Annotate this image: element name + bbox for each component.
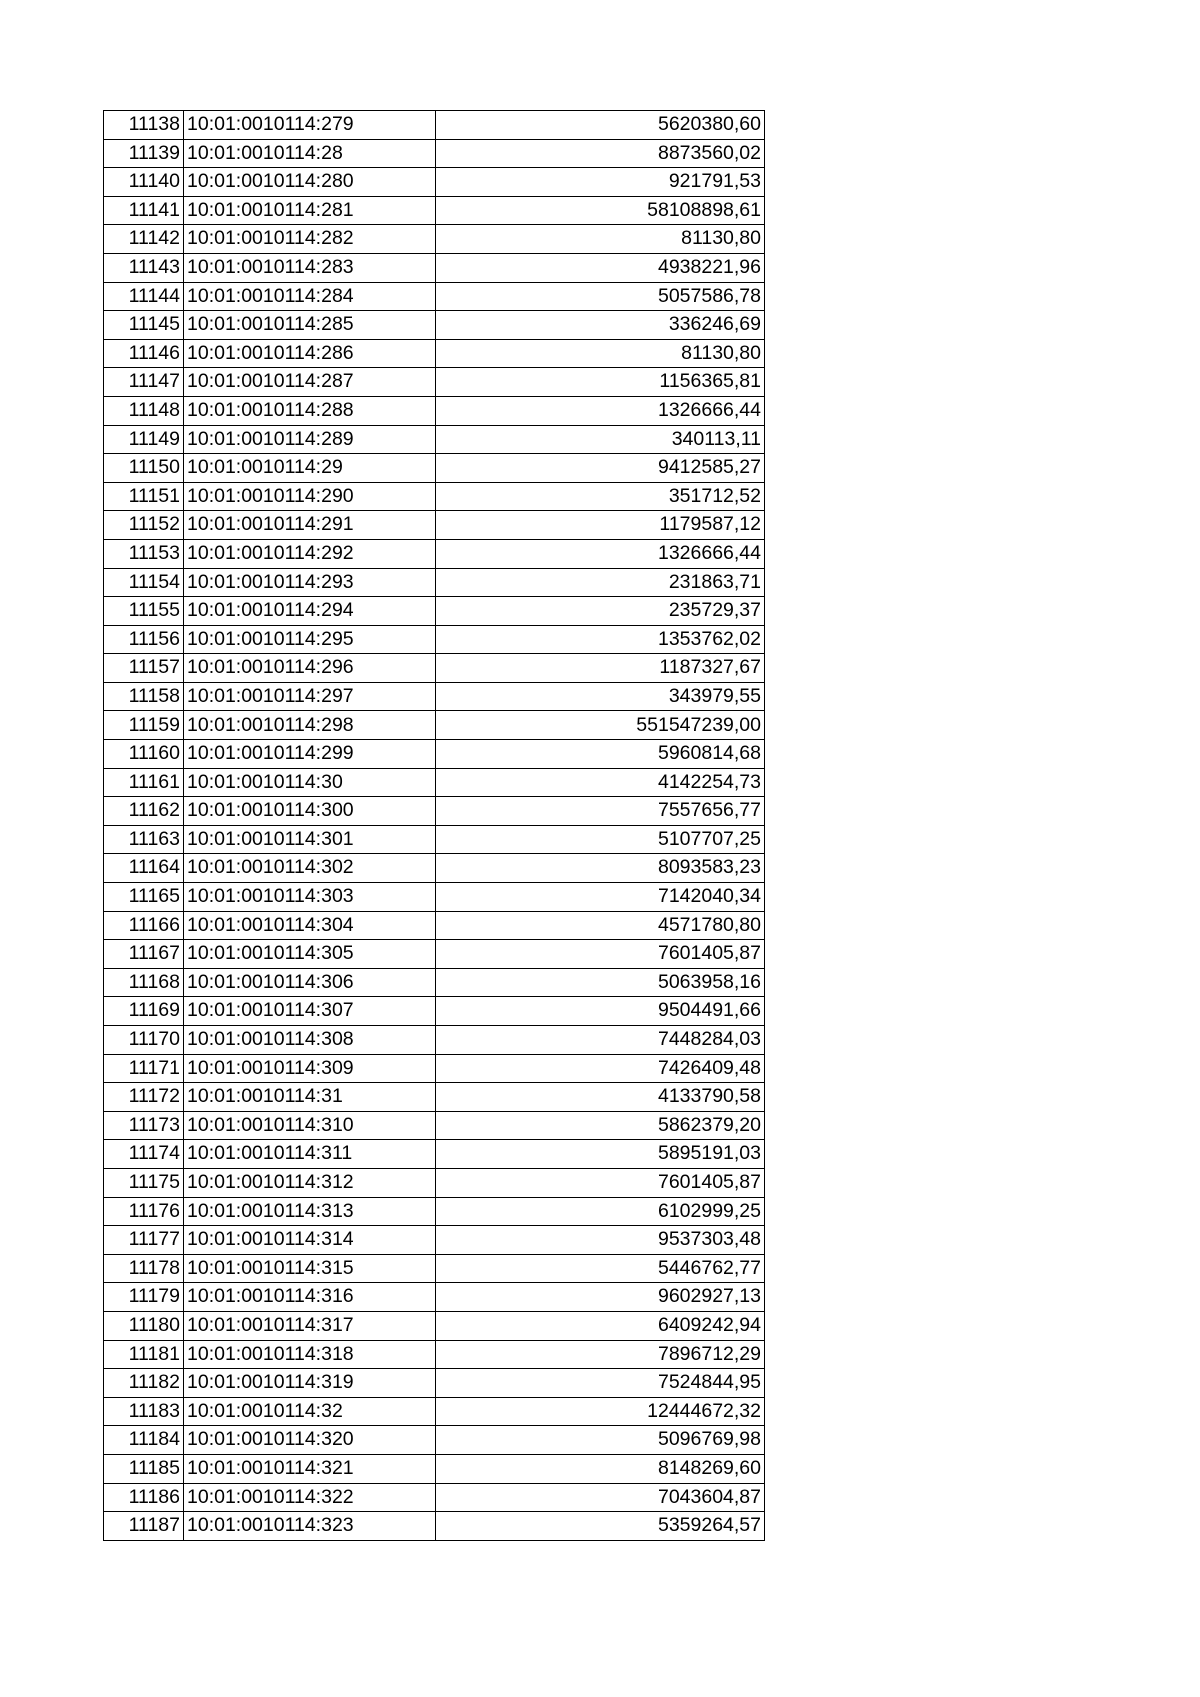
value-cell: 6102999,25 [436,1197,765,1226]
table-row [104,740,765,769]
row-number-cell: 11160 [104,740,184,769]
value-cell: 7142040,34 [436,883,765,912]
value-cell: 8093583,23 [436,854,765,883]
value-cell: 7448284,03 [436,1026,765,1055]
cadastral-number-cell: 10:01:0010114:285 [184,311,436,340]
cadastral-number-cell: 10:01:0010114:30 [184,768,436,797]
row-number-cell: 11155 [104,597,184,626]
row-number-cell: 11186 [104,1483,184,1512]
row-number-cell: 11166 [104,911,184,940]
cadastral-number-cell: 10:01:0010114:299 [184,740,436,769]
cadastral-number-cell: 10:01:0010114:304 [184,911,436,940]
row-number-cell: 11173 [104,1111,184,1140]
row-number-cell: 11175 [104,1168,184,1197]
table-row [104,711,765,740]
table-row [104,425,765,454]
row-number-cell: 11169 [104,997,184,1026]
row-number-cell: 11149 [104,425,184,454]
row-number-cell: 11162 [104,797,184,826]
row-number-cell: 11178 [104,1254,184,1283]
value-cell: 351712,52 [436,482,765,511]
value-cell: 1187327,67 [436,654,765,683]
cadastral-number-cell: 10:01:0010114:318 [184,1340,436,1369]
value-cell: 7426409,48 [436,1054,765,1083]
table-row [104,1369,765,1398]
value-cell: 921791,53 [436,168,765,197]
value-cell: 1353762,02 [436,625,765,654]
table-row [104,196,765,225]
row-number-cell: 11167 [104,940,184,969]
value-cell: 7896712,29 [436,1340,765,1369]
cadastral-number-cell: 10:01:0010114:311 [184,1140,436,1169]
table-row [104,1512,765,1541]
table-row [104,311,765,340]
cadastral-number-cell: 10:01:0010114:307 [184,997,436,1026]
row-number-cell: 11174 [104,1140,184,1169]
row-number-cell: 11171 [104,1054,184,1083]
table-row [104,1197,765,1226]
table-row [104,168,765,197]
value-cell: 7524844,95 [436,1369,765,1398]
cadastral-number-cell: 10:01:0010114:322 [184,1483,436,1512]
table-row [104,1483,765,1512]
table-row [104,1140,765,1169]
cadastral-number-cell: 10:01:0010114:294 [184,597,436,626]
row-number-cell: 11139 [104,139,184,168]
cadastral-number-cell: 10:01:0010114:281 [184,196,436,225]
value-cell: 8873560,02 [436,139,765,168]
value-cell: 9537303,48 [436,1226,765,1255]
row-number-cell: 11150 [104,454,184,483]
value-cell: 5862379,20 [436,1111,765,1140]
table-row [104,940,765,969]
table-row [104,1168,765,1197]
value-cell: 336246,69 [436,311,765,340]
cadastral-number-cell: 10:01:0010114:319 [184,1369,436,1398]
cadastral-number-cell: 10:01:0010114:303 [184,883,436,912]
cadastral-number-cell: 10:01:0010114:29 [184,454,436,483]
value-cell: 1156365,81 [436,368,765,397]
value-cell: 5063958,16 [436,968,765,997]
row-number-cell: 11146 [104,339,184,368]
cadastral-number-cell: 10:01:0010114:305 [184,940,436,969]
table-body [104,111,765,1541]
table-row [104,597,765,626]
table-row [104,511,765,540]
table-row [104,368,765,397]
table-row [104,768,765,797]
table-row [104,339,765,368]
cadastral-number-cell: 10:01:0010114:295 [184,625,436,654]
table-row [104,1226,765,1255]
cadastral-number-cell: 10:01:0010114:289 [184,425,436,454]
row-number-cell: 11161 [104,768,184,797]
value-cell: 340113,11 [436,425,765,454]
value-cell: 231863,71 [436,568,765,597]
row-number-cell: 11185 [104,1454,184,1483]
row-number-cell: 11141 [104,196,184,225]
value-cell: 343979,55 [436,682,765,711]
cadastral-number-cell: 10:01:0010114:290 [184,482,436,511]
cadastral-number-cell: 10:01:0010114:280 [184,168,436,197]
cadastral-number-cell: 10:01:0010114:314 [184,1226,436,1255]
cadastral-number-cell: 10:01:0010114:323 [184,1512,436,1541]
value-cell: 4938221,96 [436,253,765,282]
cadastral-number-cell: 10:01:0010114:292 [184,539,436,568]
value-cell: 81130,80 [436,225,765,254]
row-number-cell: 11176 [104,1197,184,1226]
row-number-cell: 11152 [104,511,184,540]
table-row [104,482,765,511]
cadastral-number-cell: 10:01:0010114:283 [184,253,436,282]
table-row [104,654,765,683]
cadastral-number-cell: 10:01:0010114:309 [184,1054,436,1083]
table-row [104,396,765,425]
table-row [104,111,765,140]
cadastral-number-cell: 10:01:0010114:300 [184,797,436,826]
value-cell: 4133790,58 [436,1083,765,1112]
table-row [104,1026,765,1055]
table-row [104,1397,765,1426]
row-number-cell: 11138 [104,111,184,140]
value-cell: 5620380,60 [436,111,765,140]
row-number-cell: 11168 [104,968,184,997]
table-row [104,1111,765,1140]
cadastral-number-cell: 10:01:0010114:31 [184,1083,436,1112]
table-row [104,539,765,568]
row-number-cell: 11172 [104,1083,184,1112]
row-number-cell: 11140 [104,168,184,197]
cadastral-number-cell: 10:01:0010114:286 [184,339,436,368]
table-row [104,568,765,597]
row-number-cell: 11182 [104,1369,184,1398]
cadastral-number-cell: 10:01:0010114:291 [184,511,436,540]
cadastral-number-cell: 10:01:0010114:320 [184,1426,436,1455]
table-row [104,825,765,854]
cadastral-number-cell: 10:01:0010114:297 [184,682,436,711]
row-number-cell: 11164 [104,854,184,883]
value-cell: 1326666,44 [436,396,765,425]
table-row [104,997,765,1026]
cadastral-number-cell: 10:01:0010114:301 [184,825,436,854]
cadastral-number-cell: 10:01:0010114:315 [184,1254,436,1283]
row-number-cell: 11154 [104,568,184,597]
value-cell: 7557656,77 [436,797,765,826]
row-number-cell: 11159 [104,711,184,740]
row-number-cell: 11144 [104,282,184,311]
cadastral-number-cell: 10:01:0010114:32 [184,1397,436,1426]
table-row [104,454,765,483]
table-row [104,682,765,711]
row-number-cell: 11183 [104,1397,184,1426]
table-row [104,625,765,654]
value-cell: 58108898,61 [436,196,765,225]
cadastral-number-cell: 10:01:0010114:296 [184,654,436,683]
value-cell: 235729,37 [436,597,765,626]
row-number-cell: 11142 [104,225,184,254]
table-row [104,1454,765,1483]
table-row [104,1054,765,1083]
cadastral-number-cell: 10:01:0010114:293 [184,568,436,597]
table-row [104,253,765,282]
row-number-cell: 11170 [104,1026,184,1055]
table-row [104,282,765,311]
value-cell: 4571780,80 [436,911,765,940]
row-number-cell: 11148 [104,396,184,425]
value-cell: 12444672,32 [436,1397,765,1426]
row-number-cell: 11180 [104,1311,184,1340]
cadastral-number-cell: 10:01:0010114:316 [184,1283,436,1312]
row-number-cell: 11151 [104,482,184,511]
value-cell: 4142254,73 [436,768,765,797]
table-row [104,797,765,826]
cadastral-number-cell: 10:01:0010114:306 [184,968,436,997]
row-number-cell: 11147 [104,368,184,397]
cadastral-number-cell: 10:01:0010114:298 [184,711,436,740]
cadastral-number-cell: 10:01:0010114:302 [184,854,436,883]
cadastral-number-cell: 10:01:0010114:321 [184,1454,436,1483]
value-cell: 5107707,25 [436,825,765,854]
value-cell: 6409242,94 [436,1311,765,1340]
value-cell: 9504491,66 [436,997,765,1026]
cadastral-number-cell: 10:01:0010114:317 [184,1311,436,1340]
cadastral-number-cell: 10:01:0010114:288 [184,396,436,425]
cadastral-number-cell: 10:01:0010114:313 [184,1197,436,1226]
data-table [103,110,765,1541]
cadastral-number-cell: 10:01:0010114:282 [184,225,436,254]
cadastral-number-cell: 10:01:0010114:308 [184,1026,436,1055]
value-cell: 8148269,60 [436,1454,765,1483]
value-cell: 5359264,57 [436,1512,765,1541]
value-cell: 7601405,87 [436,940,765,969]
row-number-cell: 11165 [104,883,184,912]
row-number-cell: 11181 [104,1340,184,1369]
cadastral-number-cell: 10:01:0010114:28 [184,139,436,168]
row-number-cell: 11163 [104,825,184,854]
table-row [104,139,765,168]
value-cell: 9412585,27 [436,454,765,483]
row-number-cell: 11177 [104,1226,184,1255]
row-number-cell: 11145 [104,311,184,340]
value-cell: 5446762,77 [436,1254,765,1283]
table-row [104,1340,765,1369]
value-cell: 81130,80 [436,339,765,368]
value-cell: 7043604,87 [436,1483,765,1512]
value-cell: 551547239,00 [436,711,765,740]
value-cell: 5895191,03 [436,1140,765,1169]
cadastral-number-cell: 10:01:0010114:310 [184,1111,436,1140]
table-row [104,1283,765,1312]
row-number-cell: 11187 [104,1512,184,1541]
value-cell: 5960814,68 [436,740,765,769]
row-number-cell: 11158 [104,682,184,711]
row-number-cell: 11143 [104,253,184,282]
value-cell: 7601405,87 [436,1168,765,1197]
row-number-cell: 11156 [104,625,184,654]
value-cell: 9602927,13 [436,1283,765,1312]
value-cell: 5096769,98 [436,1426,765,1455]
row-number-cell: 11179 [104,1283,184,1312]
value-cell: 1179587,12 [436,511,765,540]
row-number-cell: 11157 [104,654,184,683]
table-row [104,883,765,912]
table-row [104,225,765,254]
cadastral-number-cell: 10:01:0010114:279 [184,111,436,140]
row-number-cell: 11153 [104,539,184,568]
table-row [104,911,765,940]
cadastral-number-cell: 10:01:0010114:287 [184,368,436,397]
table-row [104,1311,765,1340]
cadastral-number-cell: 10:01:0010114:312 [184,1168,436,1197]
cadastral-number-cell: 10:01:0010114:284 [184,282,436,311]
table-row [104,968,765,997]
table-row [104,1254,765,1283]
table-row [104,1083,765,1112]
row-number-cell: 11184 [104,1426,184,1455]
value-cell: 1326666,44 [436,539,765,568]
value-cell: 5057586,78 [436,282,765,311]
table-row [104,1426,765,1455]
table-row [104,854,765,883]
